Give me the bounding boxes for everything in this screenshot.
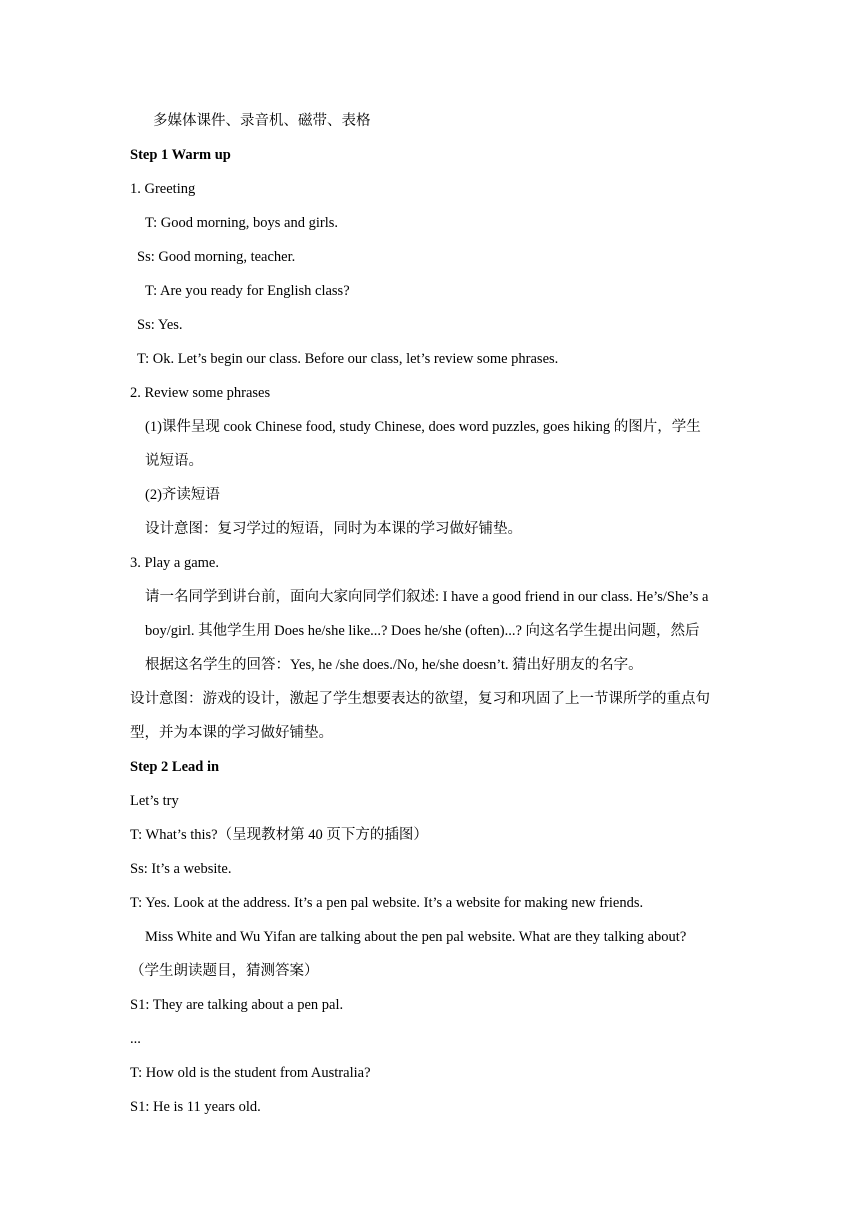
step1-heading: Step 1 Warm up — [130, 147, 231, 163]
review-item-1-cont: 说短语。 — [145, 453, 203, 469]
dialogue-line: T: Good morning, boys and girls. — [145, 215, 339, 231]
game-text: 根据这名学生的回答：Yes, he /she does./No, he/she doesn’t. 猜出好朋友的名字。 — [145, 657, 643, 673]
design-intent: 型，并为本课的学习做好铺垫。 — [130, 725, 333, 741]
ellipsis-line: ... — [130, 1031, 141, 1047]
dialogue-line: T: Are you ready for English class? — [145, 283, 350, 299]
design-intent: 设计意图：复习学过的短语，同时为本课的学习做好铺垫。 — [145, 521, 522, 537]
dialogue-line: S1: He is 11 years old. — [130, 1099, 261, 1115]
game-text: 请一名同学到讲台前，面向大家向同学们叙述: I have a good friend in our class. He’s/She’s a — [145, 589, 709, 605]
dialogue-line: Miss White and Wu Yifan are talking about the pen pal website. What are they talking about? — [145, 929, 687, 945]
design-intent: 设计意图：游戏的设计，激起了学生想要表达的欲望，复习和巩固了上一节课所学的重点句 — [130, 691, 710, 707]
lets-try-heading: Let’s try — [130, 793, 179, 809]
instruction-note: （学生朗读题目，猜测答案） — [130, 963, 319, 979]
dialogue-line: T: What’s this?（呈现教材第 40 页下方的插图） — [130, 827, 428, 843]
review-item-2: (2)齐读短语 — [145, 487, 220, 503]
review-heading: 2. Review some phrases — [130, 385, 271, 401]
review-item-1: (1)课件呈现 cook Chinese food, study Chinese, does word puzzles, goes hiking 的图片，学生 — [145, 419, 701, 435]
dialogue-line: T: Yes. Look at the address. It’s a pen pal website. It’s a website for making new friends. — [130, 895, 644, 911]
dialogue-line: Ss: Yes. — [137, 317, 183, 333]
greeting-heading: 1. Greeting — [130, 181, 196, 197]
materials-line: 多媒体课件、录音机、磁带、表格 — [153, 113, 371, 129]
dialogue-line: Ss: It’s a website. — [130, 861, 232, 877]
game-heading: 3. Play a game. — [130, 555, 219, 571]
dialogue-line: Ss: Good morning, teacher. — [137, 249, 296, 265]
dialogue-line: T: Ok. Let’s begin our class. Before our class, let’s review some phrases. — [137, 351, 559, 367]
dialogue-line: S1: They are talking about a pen pal. — [130, 997, 344, 1013]
step2-heading: Step 2 Lead in — [130, 759, 220, 775]
game-text: boy/girl. 其他学生用 Does he/she like...? Does he/she (often)...? 向这名学生提出问题，然后 — [145, 623, 700, 639]
dialogue-line: T: How old is the student from Australia? — [130, 1065, 371, 1081]
